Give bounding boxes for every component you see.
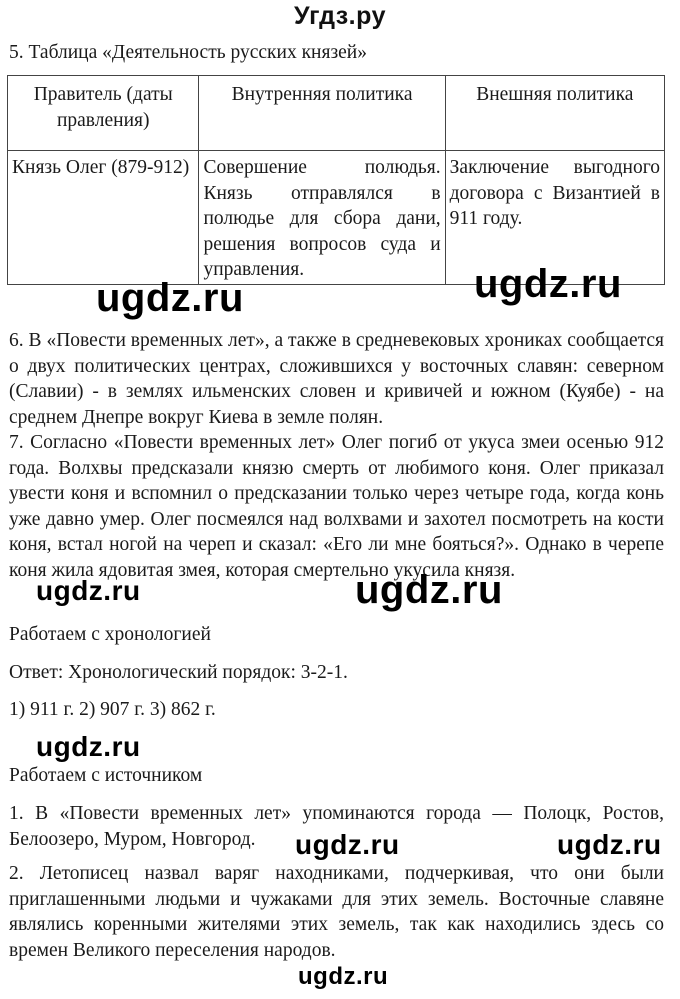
watermark: ugdz.ru: [557, 829, 662, 860]
site-title: Угдз.ру: [294, 2, 386, 30]
table-header-row: [8, 76, 665, 151]
chronology-answer: Ответ: Хронологический порядок: 3-2-1.: [9, 662, 348, 683]
watermark: ugdz.ru: [36, 575, 141, 606]
chronology-heading: Работаем с хронологией: [9, 624, 211, 645]
princes-activity-table: [7, 75, 665, 285]
watermark: ugdz.ru: [474, 262, 622, 306]
watermark: ugdz.ru: [355, 568, 503, 612]
task6-text: 6. В «Повести временных лет», а также в средневековых хрониках сообщается о двух политических центрах, сложившихся у восточных славян: северном (Славии) - в землях ильменских словен и кривичей и южном (Куябе) - на среднем Днепре вокруг Киева в земле полян.: [9, 330, 664, 428]
cell-internal-policy: Совершение полюдья. Князь отправлялся в полюдье для сбора дани, решения вопросов суда и управления.: [199, 151, 445, 285]
source-heading: Работаем с источником: [9, 765, 203, 786]
watermark: ugdz.ru: [96, 276, 244, 320]
header-ruler: Правитель (даты правления): [8, 76, 199, 151]
header-internal-policy: Внутренняя политика: [199, 76, 445, 151]
header-external-policy: Внешняя политика: [445, 76, 664, 151]
cell-external-policy: Заключение выгодного договора с Византией в 911 году.: [445, 151, 664, 285]
chronology-dates: 1) 911 г. 2) 907 г. 3) 862 г.: [9, 699, 216, 720]
watermark: ugdz.ru: [36, 731, 141, 762]
watermark: ugdz.ru: [298, 963, 389, 990]
watermark: ugdz.ru: [295, 829, 400, 860]
cell-ruler: Князь Олег (879-912): [8, 151, 199, 285]
task7-text: 7. Согласно «Повести временных лет» Олег погиб от укуса змеи осенью 912 года. Волхвы предсказали князю смерть от любимого коня. Олег приказал увести коня и вспомнил о предсказании только через четыре года, когда конь уже давно умер. Олег посмеялся над волхвами и захотел посмотреть на кости коня, встал ногой на череп и сказал: «Его ли мне бояться?». Однако в черепе коня жила ядовитая змея, которая смертельно укусила князя.: [9, 432, 664, 581]
task5-heading: 5. Таблица «Деятельность русских князей»: [9, 42, 367, 63]
source-item-2: 2. Летописец назвал варяг находниками, подчеркивая, что они были приглашенными людьми и чужаками для этих земель. Восточные славяне являлись коренными жителями этих земель, так как находились здесь со времен Великого переселения народов.: [9, 863, 664, 961]
source-item-1: 1. В «Повести временных лет» упоминаются города — Полоцк, Ростов, Белоозеро, Муром, Новгород.: [9, 803, 664, 850]
